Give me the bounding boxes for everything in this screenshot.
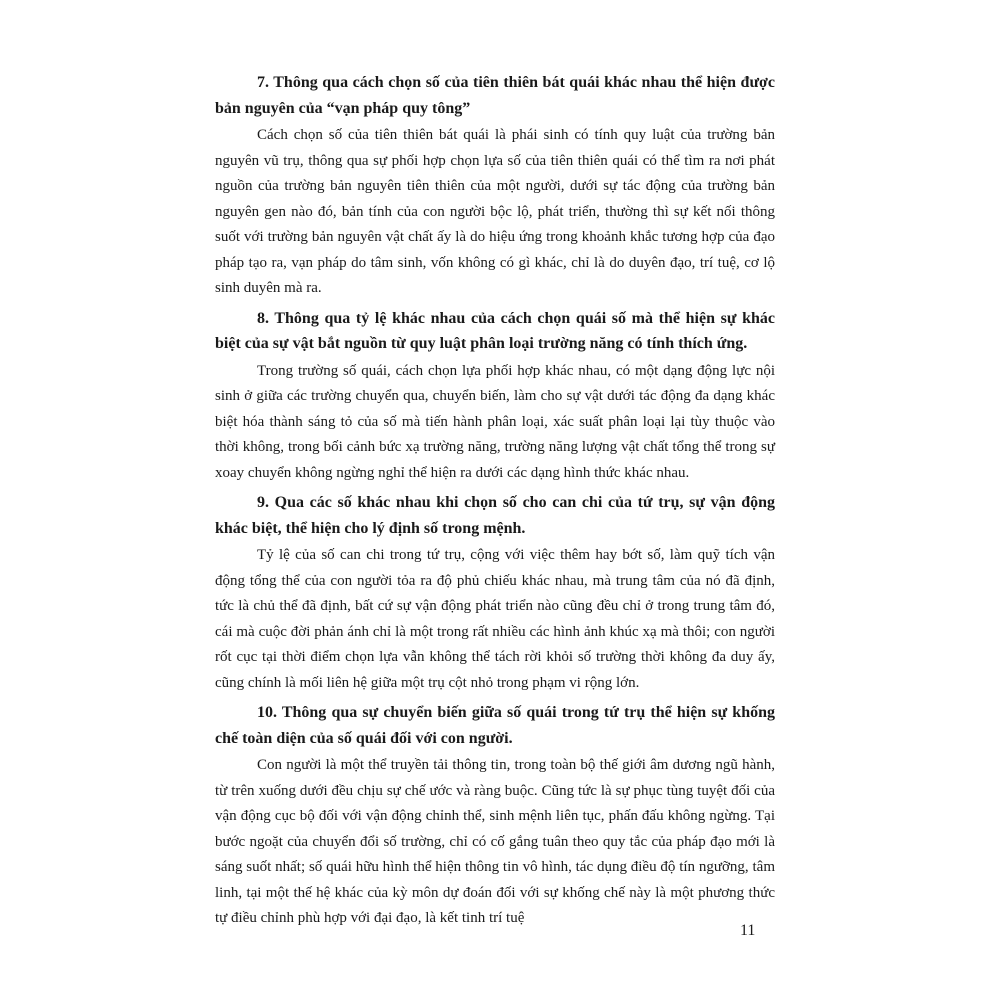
section-heading: 8. Thông qua tỷ lệ khác nhau của cách chọn quái số mà thể hiện sự khác biệt của sự vật bắt nguồn từ quy luật phân loại trường năng có tính thích ứng. [215,309,775,352]
section-paragraph: Con người là một thể truyền tải thông tin, trong toàn bộ thế giới âm dương ngũ hành, từ trên xuống dưới đều chịu sự chế ước và ràng buộc. Cũng tức là sự phục tùng tuyệt đối của vận động cục bộ đối với vận động chỉnh thể, sinh mệnh liên tục, phấn đấu không ngừng. Tại bước ngoặt của chuyển đổi số trường, chỉ có cố gắng tuân theo quy tắc của pháp đạo mới là sáng suốt nhất; số quái hữu hình thể hiện thông tin vô hình, tác dụng điều độ tín ngưỡng, tâm linh, tại một thế hệ khác của kỳ môn dự đoán đối với sự khống chế này là một phương thức tự điều chỉnh phù hợp với đại đạo, là kết tinh trí tuệ [215,757,775,926]
section-10 [215,700,775,932]
page-number: 11 [740,922,756,939]
section-heading: 7. Thông qua cách chọn số của tiên thiên bát quái khác nhau thể hiện được bản nguyên của “vạn pháp quy tông” [215,74,775,117]
section-7 [215,70,775,302]
section-9 [215,490,775,696]
section-8 [215,306,775,487]
section-heading: 9. Qua các số khác nhau khi chọn số cho can chi của tứ trụ, sự vận động khác biệt, thể hiện cho lý định số trong mệnh. [215,494,775,537]
section-paragraph: Tỷ lệ của số can chi trong tứ trụ, cộng với việc thêm hay bớt số, làm quỹ tích vận động tổng thể của con người tỏa ra độ phủ chiếu khác nhau, mà trung tâm của nó đã định, tức là chủ thể đã định, bất cứ sự vận động phát triển nào cũng đều chỉ ở trong trung tâm đó, cái mà cuộc đời phản ánh chỉ là một trong rất nhiều các hình ảnh khúc xạ mà thôi; con người rốt cục tại thời điểm chọn lựa vẫn không thể tách rời khỏi số trường thời không đa duy ấy, cũng chính là mối liên hệ giữa một trụ cột nhỏ trong phạm vi rộng lớn. [215,547,775,691]
section-paragraph: Cách chọn số của tiên thiên bát quái là phái sinh có tính quy luật của trường bản nguyên vũ trụ, thông qua sự phối hợp chọn lựa số của tiên thiên quái có thể tìm ra nơi phát nguồn của trường bản nguyên tiên thiên của một người, dưới sự tác động của trường bản nguyên gen nào đó, bản tính của con người bộc lộ, phát triển, thường thì sự kết nối thông suốt với trường bản nguyên vật chất ấy là do hiệu ứng trong khoảnh khắc tương hợp của đạo pháp tạo ra, vạn pháp do tâm sinh, vốn không có gì khác, chỉ là do duyên đạo, trí tuệ, cơ lộ sinh duyên mà ra. [215,127,775,296]
section-heading: 10. Thông qua sự chuyển biến giữa số quái trong tứ trụ thể hiện sự khống chế toàn diện của số quái đối với con người. [215,704,775,747]
section-paragraph: Trong trường số quái, cách chọn lựa phối hợp khác nhau, có một dạng động lực nội sinh ở giữa các trường chuyển qua, chuyển biến, làm cho sự vật dưới tác động đa dạng khác biệt hóa thành sáng tỏ của số mà tiến hành phân loại, xác suất phân loại lại tùy thuộc vào thời không, trong bối cảnh bức xạ trường năng, trường năng lượng vật chất tổng thể trong sự xoay chuyển không ngừng nghỉ thể hiện ra dưới các dạng hình thức khác nhau. [215,362,775,481]
page-content [215,70,775,936]
